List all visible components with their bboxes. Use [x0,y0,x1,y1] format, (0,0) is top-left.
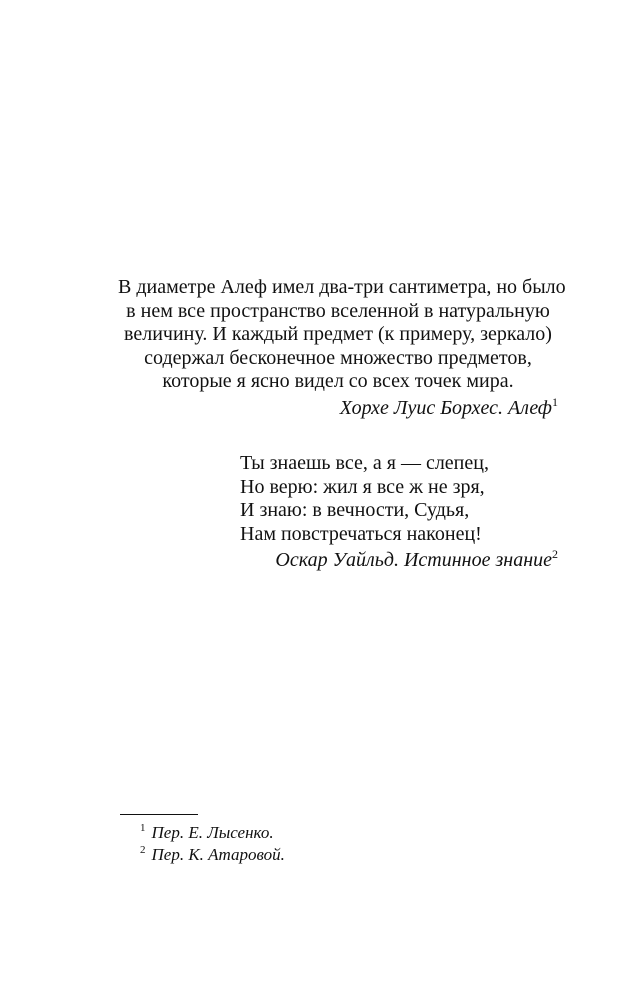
footnote-number: 2 [140,844,146,856]
footnote-divider [120,814,198,815]
epigraph-borges [118,276,566,421]
epigraph-attribution [240,547,558,573]
footnotes [140,822,440,866]
quote-line: В диаметре Алеф имел два-три сантиметра, но было [118,276,566,298]
quote-line: содержал бесконечное множество предметов, [144,346,532,369]
verse-line: Но верю: жил я все ж не зря, [240,475,485,498]
epigraph-attribution [118,395,558,421]
epigraph-quote [118,276,566,394]
quote-line: величину. И каждый предмет (к примеру, зеркало) [124,323,552,345]
footnote-number: 1 [140,822,146,834]
attribution-text: Хорхе Луис Борхес. Алеф [339,396,552,419]
footnote-item [140,822,440,844]
footnote-reference[interactable]: 2 [552,547,558,561]
footnote-text: Пер. К. Атаровой. [151,845,285,864]
footnote-item [140,844,440,866]
verse-line: Нам повстречаться наконец! [240,522,482,545]
epigraph-verse [240,452,558,546]
epigraph-wilde [240,452,558,573]
attribution-text: Оскар Уайльд. Истинное знание [275,549,552,571]
quote-line: в нем все пространство вселенной в натуральную [126,299,550,322]
quote-line: которые я ясно видел со всех точек мира. [162,370,514,392]
footnote-text: Пер. Е. Лысенко. [151,823,274,842]
verse-line: И знаю: в вечности, Судья, [240,499,470,521]
footnote-reference[interactable]: 1 [552,394,558,409]
verse-line: Ты знаешь все, а я — слепец, [240,452,489,474]
